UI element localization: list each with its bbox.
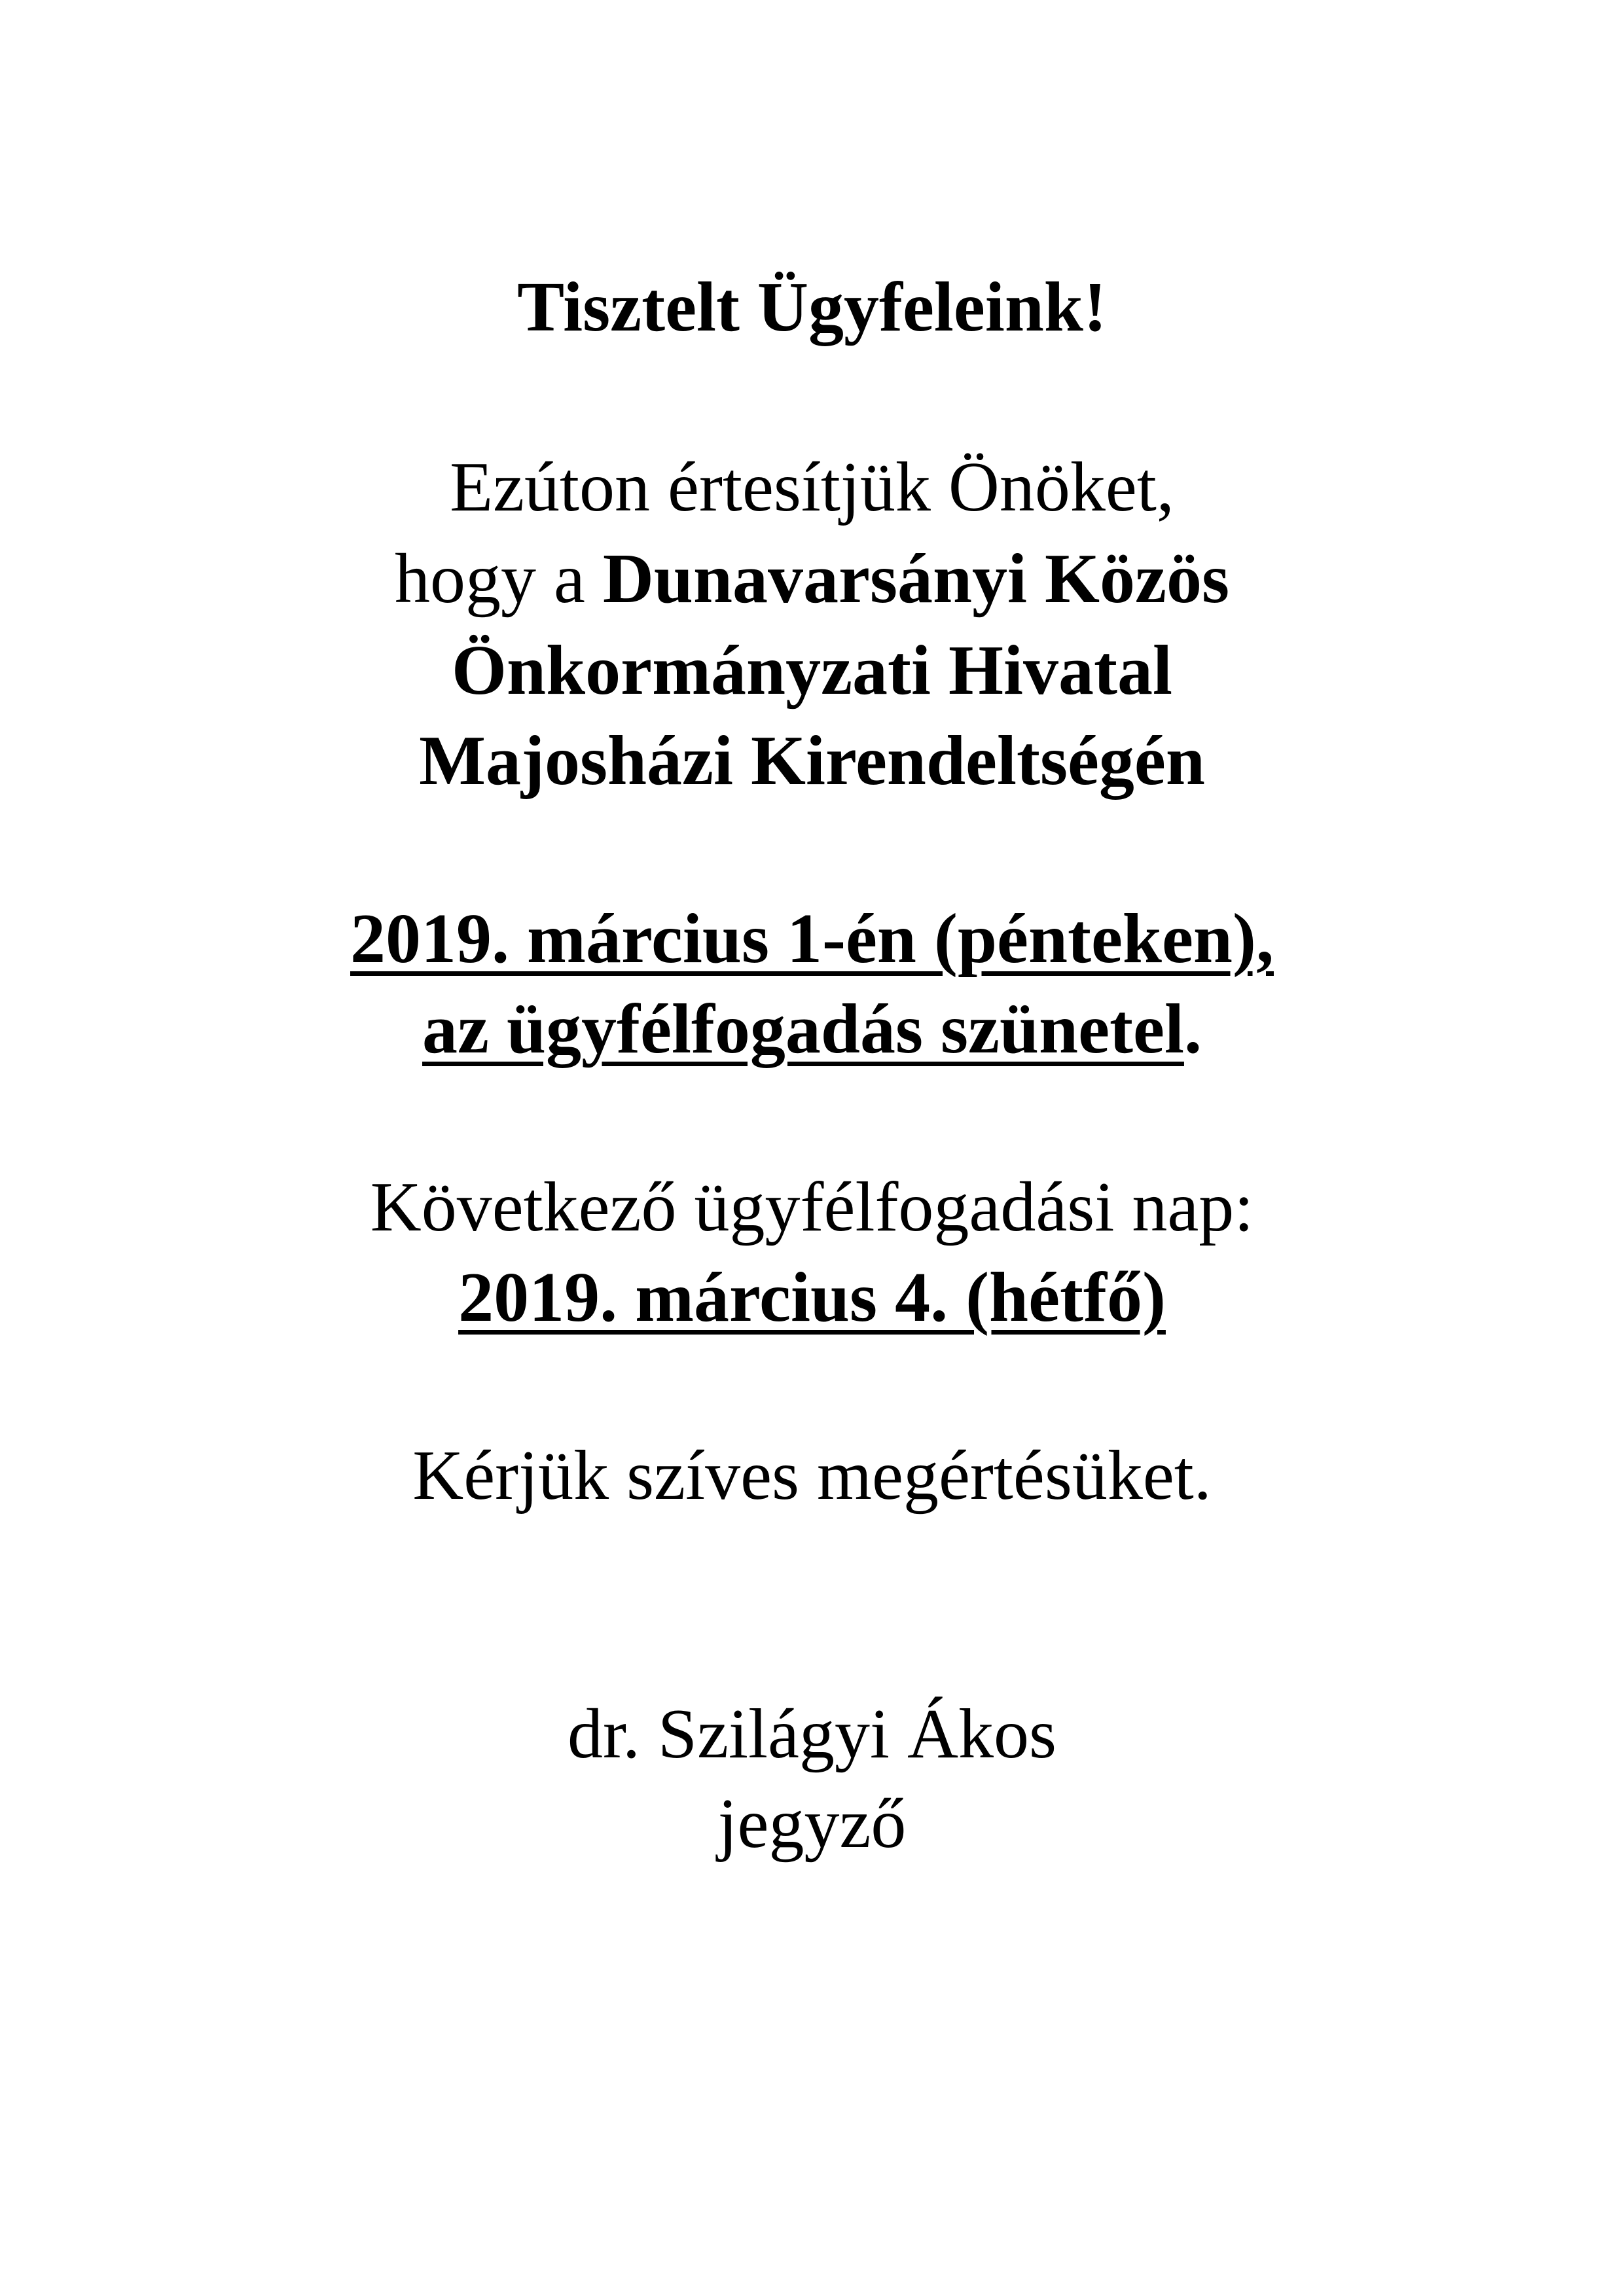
- signature-title: jegyző: [717, 1785, 907, 1863]
- notice-line-2-prefix: hogy a: [394, 540, 603, 618]
- notice-line-2: [0, 537, 1624, 622]
- closing-sentence: Kérjük szíves megértésüket.: [412, 1437, 1212, 1515]
- next-day-label: Következő ügyfélfogadási nap:: [370, 1168, 1254, 1246]
- office-name-part-1: Dunavarsányi Közös: [602, 540, 1230, 618]
- notice-line-1: Ezúton értesítjük Önöket,: [450, 448, 1174, 526]
- office-name-part-3: Majosházi Kirendeltségén: [419, 722, 1205, 800]
- greeting-heading: Tisztelt Ügyfeleink!: [517, 268, 1107, 346]
- signature-name: dr. Szilágyi Ákos: [568, 1695, 1056, 1773]
- next-day-date: 2019. március 4. (hétfő): [458, 1259, 1166, 1336]
- closure-status-period: .: [1183, 990, 1202, 1068]
- closure-date-line: [0, 897, 1624, 982]
- next-day-date-line: [0, 1255, 1624, 1340]
- closure-status-line: [0, 987, 1624, 1072]
- closure-date: 2019. március 1-én (pénteken),: [350, 900, 1274, 978]
- office-name-part-2: Önkormányzati Hivatal: [452, 632, 1172, 709]
- closure-status: az ügyfélfogadás szünetel: [422, 990, 1184, 1068]
